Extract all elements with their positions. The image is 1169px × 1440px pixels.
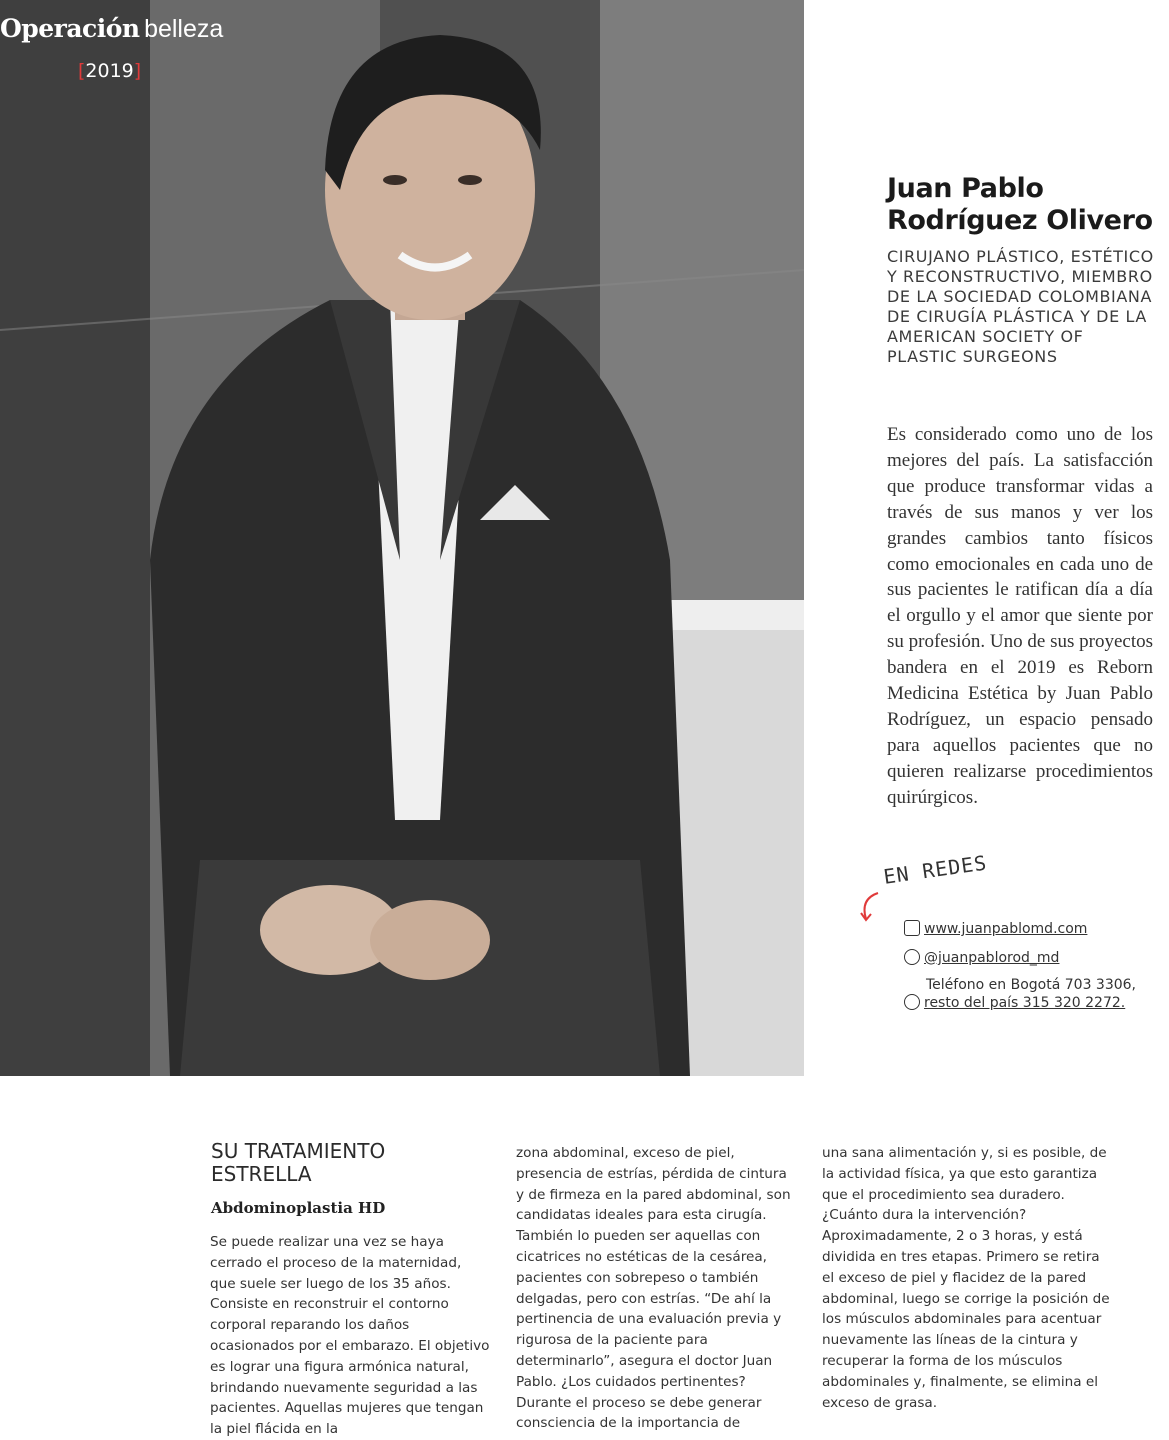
phone-line-2-text: resto del país 315 320 2272.: [924, 995, 1126, 1011]
bracket-right: ]: [133, 60, 142, 82]
profile-bio: Es considerado como uno de los mejores del país. La satisfacción que produce transformar vidas a través de sus manos y ver los grandes cambios tanto físicos como emocionales en cada uno de sus pacientes le ratifican día a día el orgullo y el amor que siente por su profesión. Uno de sus proyectos bandera en el 2019 es Reborn Medicina Estética by Juan Pablo Rodríguez, un espacio pensado para aquellos pacientes que no quieren realizarse procedimientos quirúrgicos.: [887, 424, 1153, 808]
phone-line-1: Teléfono en Bogotá 703 3306,: [926, 977, 1136, 993]
profile-role: CIRUJANO PLÁSTICO, ESTÉTICO Y RECONSTRUCTIVO, MIEMBRO DE LA SOCIEDAD COLOMBIANA DE CIRUGÍA PLÁSTICA Y DE LA AMERICAN SOCIETY OF PLASTIC SURGEONS: [887, 247, 1154, 366]
article-subtitle: Abdominoplastia HD: [211, 1199, 386, 1217]
social-block: [858, 850, 1158, 1025]
subsection-name: belleza: [144, 15, 224, 43]
website-text: www.juanpablomd.com: [924, 921, 1088, 937]
social-heading: EN REDES: [882, 850, 989, 889]
phone-line-2: [904, 994, 1125, 1011]
issue-year: [78, 60, 141, 82]
section-masthead: [0, 14, 223, 44]
profile-name: Juan Pablo Rodríguez Olivero: [887, 173, 1153, 236]
curved-arrow-icon: [858, 889, 882, 929]
instagram-text: @juanpablorod_md: [924, 950, 1060, 966]
section-name: Operación: [0, 14, 140, 43]
phone-icon: [904, 994, 920, 1010]
instagram-link[interactable]: [904, 949, 1059, 966]
article-column-2: zona abdominal, exceso de piel, presencia de estrías, pérdida de cintura y de firmeza en la pared abdominal, son candidatas ideales para esta cirugía. También lo pueden ser aquellas con cicatrices no estéticas de la cesárea, pacientes con sobrepeso o también delgadas, pero con estrías. “De ahí la pertinencia de una evaluación previa y rigurosa de la paciente para determinarlo”, asegura el doctor Juan Pablo. ¿Los cuidados pertinentes? Durante el proceso se debe generar consciencia de la importancia de: [516, 1145, 791, 1432]
year-text: 2019: [85, 60, 134, 82]
article-column-1: Se puede realizar una vez se haya cerrado el proceso de la maternidad, que suele ser luego de los 35 años. Consiste en reconstruir el contorno corporal reparando los daños ocasionados por el embarazo. El objetivo es lograr una figura armónica natural, brindando nuevamente seguridad a las pacientes. Aquellas mujeres que tengan la piel flácida en la: [210, 1234, 490, 1438]
article-title: SU TRATAMIENTO ESTRELLA: [211, 1139, 386, 1186]
instagram-icon: [904, 949, 920, 965]
bracket-left: [: [78, 60, 86, 82]
article-column-3: una sana alimentación y, si es posible, de la actividad física, ya que esto garantiza que el procedimiento sea duradero. ¿Cuánto dura la intervención? Aproximadamente, 2 o 3 horas, y está dividida en tres etapas. Primero se retira el exceso de piel y flacidez de la pared abdominal, luego se corrige la posición de los músculos abdominales para acentuar nuevamente las líneas de la cintura y recuperar la forma de los músculos abdominales y, finalmente, se elimina el exceso de grasa.: [822, 1145, 1110, 1411]
website-link[interactable]: [904, 920, 1087, 937]
web-icon: [904, 920, 920, 936]
